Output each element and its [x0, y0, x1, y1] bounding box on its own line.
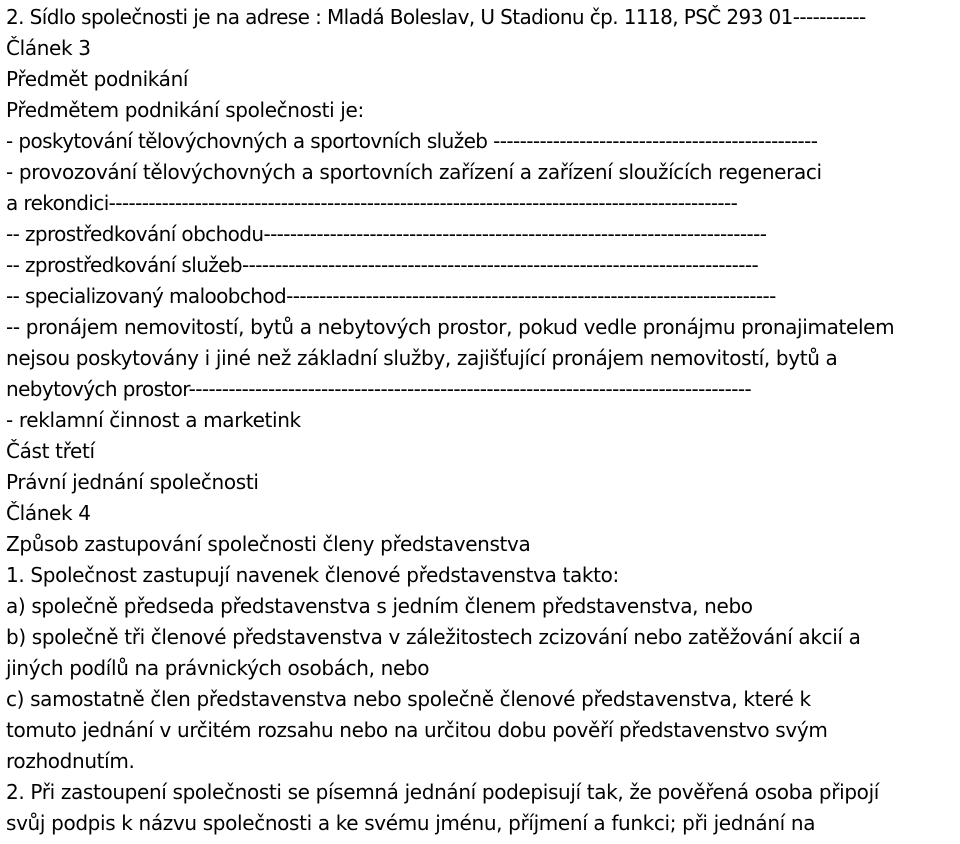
heading-article-3: Článek 3 [6, 36, 91, 60]
list-item-trade-brokerage: -- zprostředkování obchodu---------------------------------------------------------------------------- [6, 222, 767, 246]
text-line-clause-2: 2. Při zastoupení společnosti se písemná jednání podepisují tak, že pověřená osoba připojí [6, 780, 879, 804]
heading-business-subject: Předmět podnikání [6, 67, 189, 91]
text-line-clause-1c-cont-2: rozhodnutím. [6, 749, 135, 773]
text-line-clause-1b: b) společně tři členové představenstva v záležitostech zcizování nebo zatěžování akcií a [6, 625, 861, 649]
text-line-clause-1c-cont-1: tomuto jednání v určitém rozsahu nebo na určitou dobu pověří představenstvo svým [6, 718, 828, 742]
text-line-clause-1a: a) společně předseda představenstva s jedním členem představenstva, nebo [6, 594, 753, 618]
list-item-sport-facilities-cont: a rekondici----------------------------------------------------------------------------------------------- [6, 191, 738, 215]
heading-article-4: Článek 4 [6, 501, 91, 525]
heading-part-three: Část třetí [6, 439, 95, 463]
list-item-retail: -- specializovaný maloobchod-------------------------------------------------------------------------- [6, 284, 776, 308]
text-line-clause-1c: c) samostatně člen představenstva nebo společně členové představenstva, které k [6, 687, 811, 711]
list-item-sport-services: - poskytování tělovýchovných a sportovních služeb ------------------------------------------------- [6, 129, 818, 153]
list-item-rental-cont-2: nebytových prostor------------------------------------------------------------------------------------- [6, 377, 752, 401]
list-item-rental: -- pronájem nemovitostí, bytů a nebytových prostor, pokud vedle pronájmu pronajimatelem [6, 315, 895, 339]
heading-representation: Způsob zastupování společnosti členy představenstva [6, 532, 531, 556]
text-line-clause-2-cont: svůj podpis k názvu společnosti a ke svému jménu, příjmení a funkci; při jednání na [6, 811, 816, 835]
heading-legal-acts: Právní jednání společnosti [6, 470, 259, 494]
list-item-sport-facilities: - provozování tělovýchovných a sportovních zařízení a zařízení sloužících regeneraci [6, 160, 822, 184]
list-item-rental-cont-1: nejsou poskytovány i jiné než základní služby, zajišťující pronájem nemovitostí, bytů a [6, 346, 838, 370]
list-item-service-brokerage: -- zprostředkování služeb------------------------------------------------------------------------------ [6, 253, 759, 277]
text-line-clause-1b-cont: jiných podílů na právnických osobách, nebo [6, 656, 430, 680]
text-line-clause-1: 1. Společnost zastupují navenek členové představenstva takto: [6, 563, 619, 587]
text-line-intro: Předmětem podnikání společnosti je: [6, 98, 364, 122]
list-item-marketing: - reklamní činnost a marketink [6, 408, 301, 432]
text-line-address: 2. Sídlo společnosti je na adrese : Mladá Boleslav, U Stadionu čp. 1118, PSČ 293 01----------- [6, 5, 866, 29]
